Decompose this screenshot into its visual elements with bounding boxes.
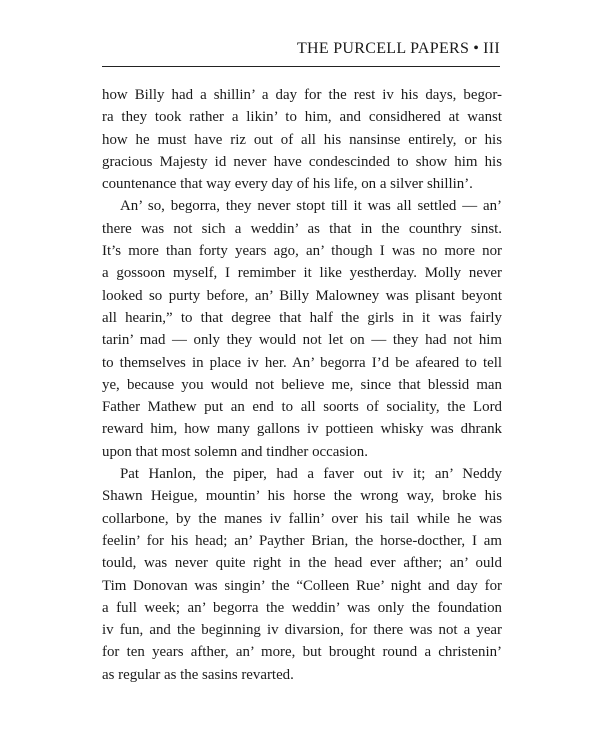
text-line: ra they took rather a likin’ to him, and considhered at wanst xyxy=(102,109,502,126)
text-line: all hearin,” to that degree that half the girls in it was fairly xyxy=(102,309,502,326)
text-line: tould, was never quite right in the head ever afther; an’ ould xyxy=(102,555,502,572)
header-separator: • xyxy=(473,40,480,57)
text-line: ye, because you would not believe me, since that blessid man xyxy=(102,376,502,393)
body-text xyxy=(102,84,502,686)
text-line: It’s more than forty years ago, an’ though I was no more nor xyxy=(102,243,502,260)
text-line: Shawn Heigue, mountin’ his horse the wrong way, broke his xyxy=(102,488,502,505)
text-line: gracious Majesty id never have condescinded to show him his xyxy=(102,153,502,170)
text-line: iv fun, and the beginning iv divarsion, for there was not a year xyxy=(102,622,502,639)
text-line: how he must have riz out of all his nansinse entirely, or his xyxy=(102,131,502,148)
text-line: for ten years afther, an’ more, but brought round a christenin’ xyxy=(102,644,502,661)
running-header xyxy=(297,40,500,58)
text-line: Tim Donovan was singin’ the “Colleen Rue’ night and day for xyxy=(102,577,502,594)
text-line: tarin’ mad — only they would not let on — they had not him xyxy=(102,332,502,349)
text-line: looked so purty before, an’ Billy Malowney was plisant beyont xyxy=(102,287,502,304)
text-line: Pat Hanlon, the piper, had a faver out iv it; an’ Neddy xyxy=(120,466,502,483)
text-line: An’ so, begorra, they never stopt till it was all settled — an’ xyxy=(120,198,502,215)
header-rule xyxy=(102,66,500,67)
text-line: feelin’ for his head; an’ Payther Brian, the horse-docther, I am xyxy=(102,532,502,549)
text-line: upon that most solemn and tindher occasion. xyxy=(102,443,368,460)
text-line: there was not sich a weddin’ as that in the counthry sinst. xyxy=(102,220,502,237)
text-line: a gossoon myself, I remimber it like yestherday. Molly never xyxy=(102,265,502,282)
text-line: a full week; an’ begorra the weddin’ was only the foundation xyxy=(102,599,502,616)
text-line: countenance that way every day of his life, on a silver shillin’. xyxy=(102,176,473,193)
text-line: Father Mathew put an end to all soorts of sociality, the Lord xyxy=(102,399,502,416)
text-line: collarbone, by the manes iv fallin’ over his tail while he was xyxy=(102,510,502,527)
text-line: as regular as the sasins revarted. xyxy=(102,666,294,683)
page-number: III xyxy=(483,40,500,57)
text-line: how Billy had a shillin’ a day for the rest iv his days, begor- xyxy=(102,87,502,103)
book-title: THE PURCELL PAPERS xyxy=(296,40,470,57)
text-line: to themselves in place iv her. An’ begorra I’d be afeared to tell xyxy=(102,354,502,371)
text-line: reward him, how many gallons iv pottieen whisky was dhrank xyxy=(102,421,502,438)
